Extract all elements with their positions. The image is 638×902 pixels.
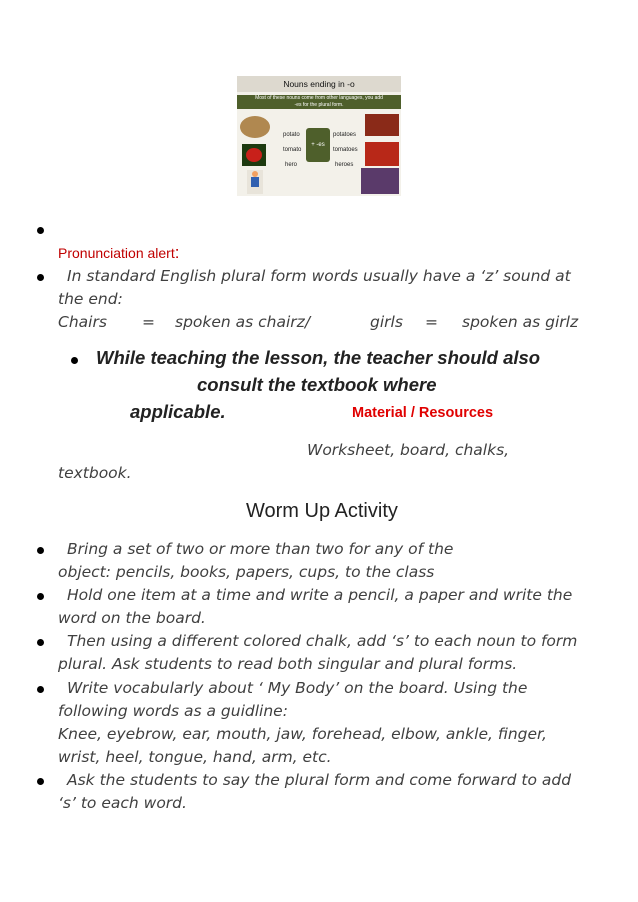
activity-item-4-line-2: following words as a guidline: — [58, 702, 288, 720]
activity-item-3-line-1: Then using a different colored chalk, add ‘s’ to each noun to form — [67, 632, 578, 650]
activity-item-4-line-1: Write vocabularly about ‘ My Body’ on the board. Using the — [67, 679, 528, 697]
plural-potatoes: potatoes — [333, 132, 357, 138]
activity-item-2-line-2: word on the board. — [58, 609, 206, 627]
nouns-ending-o-figure — [237, 76, 401, 196]
activity-item-5-line-1: Ask the students to say the plural form and come forward to add — [67, 771, 572, 789]
teaching-note-line-3: applicable. — [130, 401, 226, 422]
figure-subtitle — [237, 95, 401, 109]
activity-item-4-line-4: wrist, heel, tongue, hand, arm, etc. — [58, 748, 332, 766]
hero-image — [247, 170, 263, 194]
example-girls-spoken: spoken as girlz — [462, 313, 579, 331]
bullet — [37, 227, 44, 234]
materials-line-1: Worksheet, board, chalks, — [307, 441, 510, 459]
singular-hero: hero — [285, 162, 298, 168]
activity-item-1-line-2: object: pencils, books, papers, cups, to the class — [58, 563, 435, 581]
bullet — [71, 357, 78, 364]
plural-heroes: heroes — [335, 162, 354, 168]
potato-image — [240, 116, 270, 138]
pronunciation-line-1: In standard English plural form words usually have a ‘z’ sound at — [67, 267, 571, 285]
example-girls-equals: = — [425, 313, 438, 331]
plural-rule: + -es — [306, 128, 330, 162]
bullet — [37, 639, 44, 646]
activity-item-5-line-2: ‘s’ to each word. — [58, 794, 187, 812]
figure-subtitle-line2: -es for the plural form. — [294, 102, 344, 108]
activity-item-4-line-3: Knee, eyebrow, ear, mouth, jaw, forehead, elbow, ankle, finger, — [58, 725, 547, 743]
pronunciation-colon: : — [174, 243, 180, 262]
bullet — [37, 778, 44, 785]
pronunciation-alert-label — [58, 243, 179, 263]
bullet — [37, 593, 44, 600]
singular-tomato: tomato — [283, 147, 302, 153]
heroes-image — [361, 168, 399, 194]
pronunciation-line-2: the end: — [58, 290, 123, 308]
bullet — [37, 547, 44, 554]
materials-line-2: textbook. — [58, 464, 132, 482]
pronunciation-label-text: Pronunciation alert — [58, 245, 175, 261]
activity-item-1-line-1: Bring a set of two or more than two for any of the — [67, 540, 454, 558]
example-chairs-equals: = — [142, 313, 155, 331]
example-chairs-spoken: spoken as chairz/ — [175, 313, 311, 331]
activity-item-3-line-2: plural. Ask students to read both singular and plural forms. — [58, 655, 518, 673]
activity-item-2-line-1: Hold one item at a time and write a pencil, a paper and write the — [67, 586, 573, 604]
example-chairs-word: Chairs — [58, 313, 107, 331]
tomatoes-image — [365, 142, 399, 166]
activity-title: Worm Up Activity — [246, 500, 398, 522]
bullet — [37, 686, 44, 693]
plural-tomatoes: tomatoes — [333, 147, 358, 153]
bullet — [37, 274, 44, 281]
singular-potato: potato — [283, 132, 300, 138]
materials-heading: Material / Resources — [352, 405, 494, 421]
example-girls-word: girls — [370, 313, 403, 331]
teaching-note-line-1: While teaching the lesson, the teacher should also — [96, 347, 541, 368]
potatoes-image — [365, 114, 399, 136]
figure-subtitle-line1: Most of these nouns come from other languages, you add — [255, 95, 383, 101]
teaching-note-line-2: consult the textbook where — [197, 374, 437, 395]
tomato-image — [242, 144, 266, 166]
figure-title: Nouns ending in -o — [237, 76, 401, 92]
